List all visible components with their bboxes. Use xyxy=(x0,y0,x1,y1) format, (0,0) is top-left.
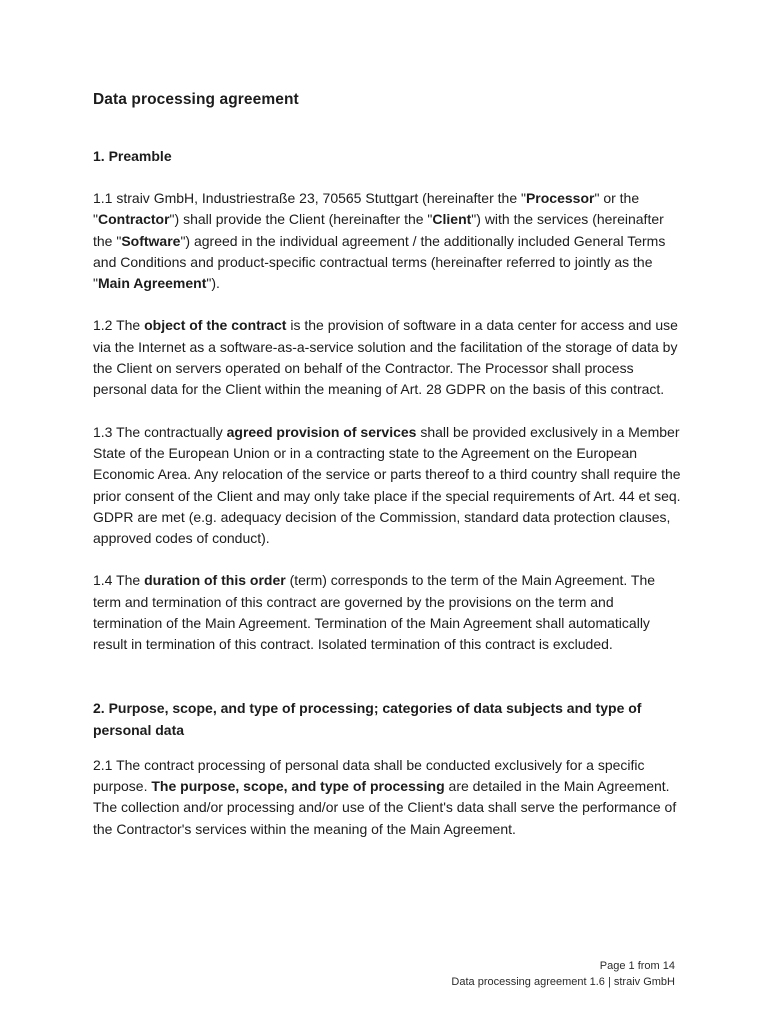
paragraph-text: ") agreed in the individual agreement / the additionally included General Terms and Conditions and product-specific contractual terms (hereinafter referred to jointly as the " xyxy=(93,232,666,292)
page-footer xyxy=(451,958,675,990)
paragraph-text: is the provision of software in a data center for access and use via the Internet as a software-as-a-service solution and the facilitation of the storage of data by the Client on servers operated on behalf of the Contractor. The Processor shall process personal data for the Client within the meaning of Art. 28 GDPR on the basis of this contract. xyxy=(93,317,678,398)
emphasis-agreed-provision: agreed provision of services xyxy=(226,423,417,440)
section-2-heading: 2. Purpose, scope, and type of processing; categories of data subjects and type of personal data xyxy=(93,699,642,738)
paragraph-text: 2.1 The contract processing of personal data shall be conducted exclusively for a specific purpose. xyxy=(93,756,645,794)
paragraph-text: (term) corresponds to the term of the Main Agreement. The term and termination of this contract are governed by the provisions on the term and termination of the Main Agreement. Termination of the Main Agreement shall automatically result in termination of this contract. Isolated termination of this contract is excluded. xyxy=(93,572,656,653)
paragraph-1-2 xyxy=(93,315,683,400)
paragraph-text: shall be provided exclusively in a Member State of the European Union or in a contracting state to the Agreement on the European Economic Area. Any relocation of the service or parts thereof to a third country shall require the prior consent of the Client and may only take place if the special requirements of Art. 44 et seq. GDPR are met (e.g. adequacy decision of the Commission, standard data protection clauses, approved codes of conduct). xyxy=(93,423,681,547)
paragraph-1-3 xyxy=(93,422,683,550)
page-number: Page 1 from 14 xyxy=(599,960,675,972)
defined-term-main-agreement: Main Agreement xyxy=(97,275,207,292)
paragraph-text: " or the " xyxy=(93,190,640,228)
footer-document-info: Data processing agreement 1.6 | straiv GmbH xyxy=(451,976,675,988)
paragraph-1-4 xyxy=(93,570,683,655)
defined-term-software: Software xyxy=(121,232,181,249)
defined-term-contractor: Contractor xyxy=(97,211,170,228)
paragraph-text: "). xyxy=(206,275,220,292)
emphasis-purpose-scope: The purpose, scope, and type of processing xyxy=(151,777,445,794)
emphasis-object-of-contract: object of the contract xyxy=(144,317,287,334)
paragraph-text: ") with the services (hereinafter the " xyxy=(93,211,664,249)
document-title: Data processing agreement xyxy=(93,91,299,108)
paragraph-text: 1.1 straiv GmbH, Industriestraße 23, 70565 Stuttgart (hereinafter the " xyxy=(93,190,526,206)
document-body xyxy=(93,89,683,861)
section-1-heading: 1. Preamble xyxy=(93,148,172,164)
paragraph-text: ") shall provide the Client (hereinafter the " xyxy=(169,211,433,228)
defined-term-processor: Processor xyxy=(525,190,595,206)
paragraph-text: 1.4 The xyxy=(93,572,145,589)
paragraph-text: 1.2 The xyxy=(93,317,145,334)
defined-term-client: Client xyxy=(432,211,472,228)
paragraph-2-1 xyxy=(93,755,683,840)
paragraph-text: 1.3 The contractually xyxy=(93,423,227,440)
emphasis-duration: duration of this order xyxy=(144,572,286,589)
paragraph-text: are detailed in the Main Agreement. The collection and/or processing and/or use of the Client's data shall serve the performance of the Contractor's services within the meaning of the Main Agreement. xyxy=(93,777,677,837)
paragraph-1-1 xyxy=(93,188,683,294)
